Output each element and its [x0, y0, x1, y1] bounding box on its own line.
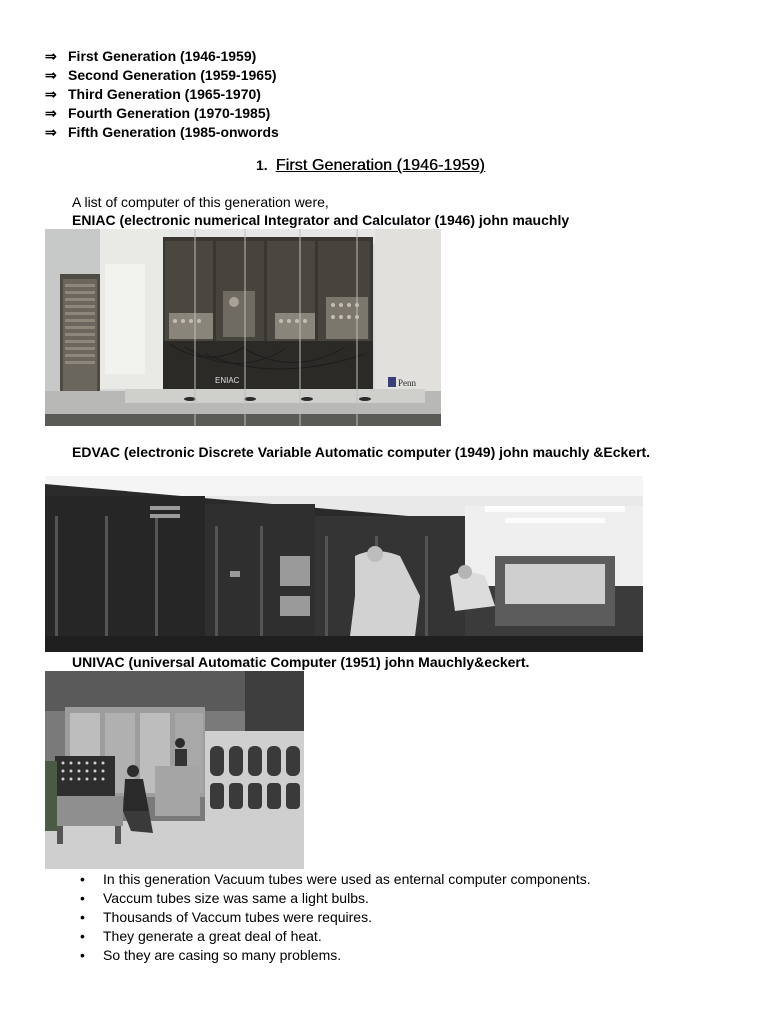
- arrow-icon: ⇒: [45, 124, 57, 140]
- section-title: First Generation (1946-1959): [275, 157, 485, 174]
- list-item: [80, 870, 591, 889]
- list-item: [80, 927, 591, 946]
- generation-label: Second Generation (1959-1965): [68, 67, 277, 83]
- edvac-photo: [45, 476, 643, 652]
- arrow-icon: ⇒: [45, 48, 57, 64]
- section-number: 1.: [256, 157, 268, 173]
- intro-text: A list of computer of this generation were,: [72, 194, 329, 210]
- arrow-icon: ⇒: [45, 86, 57, 102]
- bullet-icon: •: [80, 890, 85, 906]
- generation-item: [45, 47, 279, 66]
- generation-label: First Generation (1946-1959): [68, 48, 257, 64]
- generation-item: [45, 123, 279, 142]
- eniac-photo: [45, 229, 441, 426]
- generation-label: Fifth Generation (1985-onwords: [68, 124, 279, 140]
- bullet-icon: •: [80, 928, 85, 944]
- generation-label: Fourth Generation (1970-1985): [68, 105, 271, 121]
- generation-item: [45, 104, 279, 123]
- fact-text: Thousands of Vaccum tubes were requires.: [103, 909, 372, 925]
- list-item: [80, 908, 591, 927]
- fact-text: In this generation Vacuum tubes were used as enternal computer components.: [103, 871, 591, 887]
- facts-list: [80, 870, 591, 965]
- arrow-icon: ⇒: [45, 105, 57, 121]
- fact-text: Vaccum tubes size was same a light bulbs.: [103, 890, 369, 906]
- fact-text: They generate a great deal of heat.: [103, 928, 322, 944]
- eniac-panel-label: ENIAC: [215, 376, 240, 385]
- list-item: [80, 946, 591, 965]
- generation-item: [45, 66, 279, 85]
- fact-text: So they are casing so many problems.: [103, 947, 342, 963]
- bullet-icon: •: [80, 909, 85, 925]
- edvac-caption: EDVAC (electronic Discrete Variable Automatic computer (1949) john mauchly &Eckert.: [72, 444, 651, 460]
- univac-caption: UNIVAC (universal Automatic Computer (1951) john Mauchly&eckert.: [72, 654, 530, 670]
- generation-item: [45, 85, 279, 104]
- bullet-icon: •: [80, 947, 85, 963]
- arrow-icon: ⇒: [45, 67, 57, 83]
- generation-label: Third Generation (1965-1970): [68, 86, 261, 102]
- univac-photo: [45, 671, 304, 869]
- bullet-icon: •: [80, 871, 85, 887]
- eniac-caption: ENIAC (electronic numerical Integrator and Calculator (1946) john mauchly: [72, 212, 570, 228]
- list-item: [80, 889, 591, 908]
- section-heading: [256, 157, 485, 175]
- penn-logo-label: Penn: [398, 378, 416, 388]
- generation-list: [45, 47, 279, 142]
